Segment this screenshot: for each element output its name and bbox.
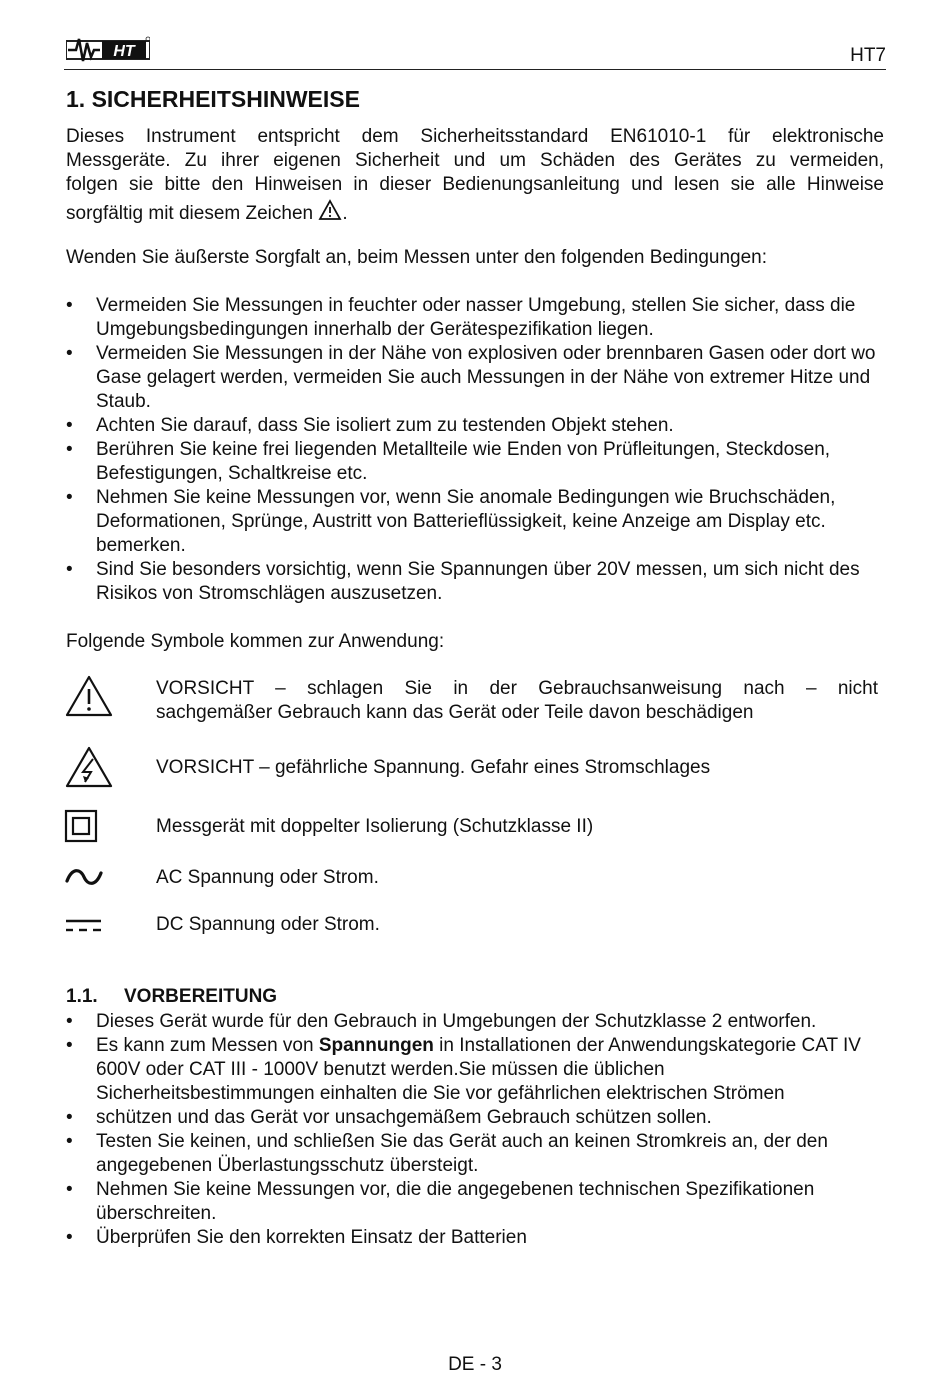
symbol-desc: VORSICHT – schlagen Sie in der Gebrauchsanweisung nach – nicht xyxy=(156,678,878,699)
list-item: • Vermeiden Sie Messungen in feuchter oder nasser Umgebung, stellen Sie sicher, dass die Umgebungsbedingungen innerhalb der Gerätespezifikation liegen. xyxy=(66,294,886,342)
list-item: • schützen und das Gerät vor unsachgemäßem Gebrauch schützen sollen. xyxy=(66,1106,886,1130)
list-item: • Achten Sie darauf, dass Sie isoliert zum zu testenden Objekt stehen. xyxy=(66,414,886,438)
list-item: • Berühren Sie keine frei liegenden Metallteile wie Enden von Prüfleitungen, Steckdosen, Befestigungen, Schaltkreise etc. xyxy=(66,438,886,486)
intro-last-text: sorgfältig mit diesem Zeichen xyxy=(66,203,314,224)
intro-paragraph xyxy=(66,125,884,226)
list-item: • Dieses Gerät wurde für den Gebrauch in Umgebungen der Schutzklasse 2 entworfen. xyxy=(66,1010,886,1034)
warning-triangle-icon xyxy=(64,674,114,718)
list-item xyxy=(66,1034,886,1106)
page-number: DE - 3 xyxy=(448,1354,502,1375)
section-title: 1. SICHERHEITSHINWEISE xyxy=(66,86,360,112)
subsection-title xyxy=(66,986,277,1008)
symbol-desc: VORSICHT – gefährliche Spannung. Gefahr eines Stromschlages xyxy=(156,757,711,778)
high-voltage-icon xyxy=(64,745,114,789)
intro-line xyxy=(66,199,884,226)
ac-icon xyxy=(64,866,104,888)
symbol-desc: sachgemäßer Gebrauch kann das Gerät oder Teile davon beschädigen xyxy=(156,702,754,723)
symbols-lead: Folgende Symbole kommen zur Anwendung: xyxy=(66,631,445,652)
symbol-desc: Messgerät mit doppelter Isolierung (Schutzklasse II) xyxy=(156,816,594,837)
list-item: • Nehmen Sie keine Messungen vor, wenn Sie anomale Bedingungen wie Bruchschäden, Deformationen, Sprünge, Austritt von Batterieflüssigkeit, keine Anzeige am Display etc. bemerken. xyxy=(66,486,886,558)
list-item: • Überprüfen Sie den korrekten Einsatz der Batterien xyxy=(66,1226,886,1250)
header-rule xyxy=(64,69,886,70)
subsection-heading: VORBEREITUNG xyxy=(124,986,278,1007)
intro-end: . xyxy=(342,203,348,224)
ht-logo xyxy=(66,33,150,63)
warning-triangle-icon xyxy=(318,199,342,221)
list-item-bold: Spannungen xyxy=(318,1035,434,1056)
list-item: • Nehmen Sie keine Messungen vor, die die angegebenen technischen Spezifikationen überschreiten. xyxy=(66,1178,886,1226)
intro-line: Messgeräte. Zu ihrer eigenen Sicherheit und um Schäden des Gerätes zu vermeiden, xyxy=(66,150,884,171)
list-item-text: Es kann zum Messen von xyxy=(96,1035,319,1056)
symbol-desc: AC Spannung oder Strom. xyxy=(156,867,379,888)
intro-line: Dieses Instrument entspricht dem Sicherheitsstandard EN61010-1 für elektronische xyxy=(66,126,884,147)
model-name: HT7 xyxy=(850,45,886,66)
list-item: • Sind Sie besonders vorsichtig, wenn Sie Spannungen über 20V messen, um sich nicht des Risikos von Stromschlägen auszusetzen. xyxy=(66,558,886,606)
list-item: • Testen Sie keinen, und schließen Sie das Gerät auch an keinen Stromkreis an, der den angegebenen Überlastungsschutz übersteigt. xyxy=(66,1130,886,1178)
subsection-number: 1.1. xyxy=(66,986,98,1007)
symbol-desc: DC Spannung oder Strom. xyxy=(156,914,380,935)
intro-line: folgen sie bitte den Hinweisen in dieser Bedienungsanleitung und lesen sie alle Hinweise xyxy=(66,174,884,195)
list-item-text: in Installationen der Anwendungskategorie CAT IV 600V oder CAT III - 1000V benutzt werden.Sie müssen die üblichen Sicherheitsbestimmungen einhalten die Sie vor gefährlichen elektrischen Strömen xyxy=(96,1035,861,1104)
preparation-list xyxy=(66,1010,886,1250)
list-item: • Vermeiden Sie Messungen in der Nähe von explosiven oder brennbaren Gasen oder dort wo Gase gelagert werden, vermeiden Sie auch Messungen in der Nähe von extremer Hitze und Staub. xyxy=(66,342,886,414)
conditions-lead: Wenden Sie äußerste Sorgfalt an, beim Messen unter den folgenden Bedingungen: xyxy=(66,247,768,268)
dc-icon xyxy=(64,918,104,934)
logo-text: HT xyxy=(113,43,135,60)
conditions-list xyxy=(66,294,886,606)
double-insulation-icon xyxy=(64,809,98,843)
